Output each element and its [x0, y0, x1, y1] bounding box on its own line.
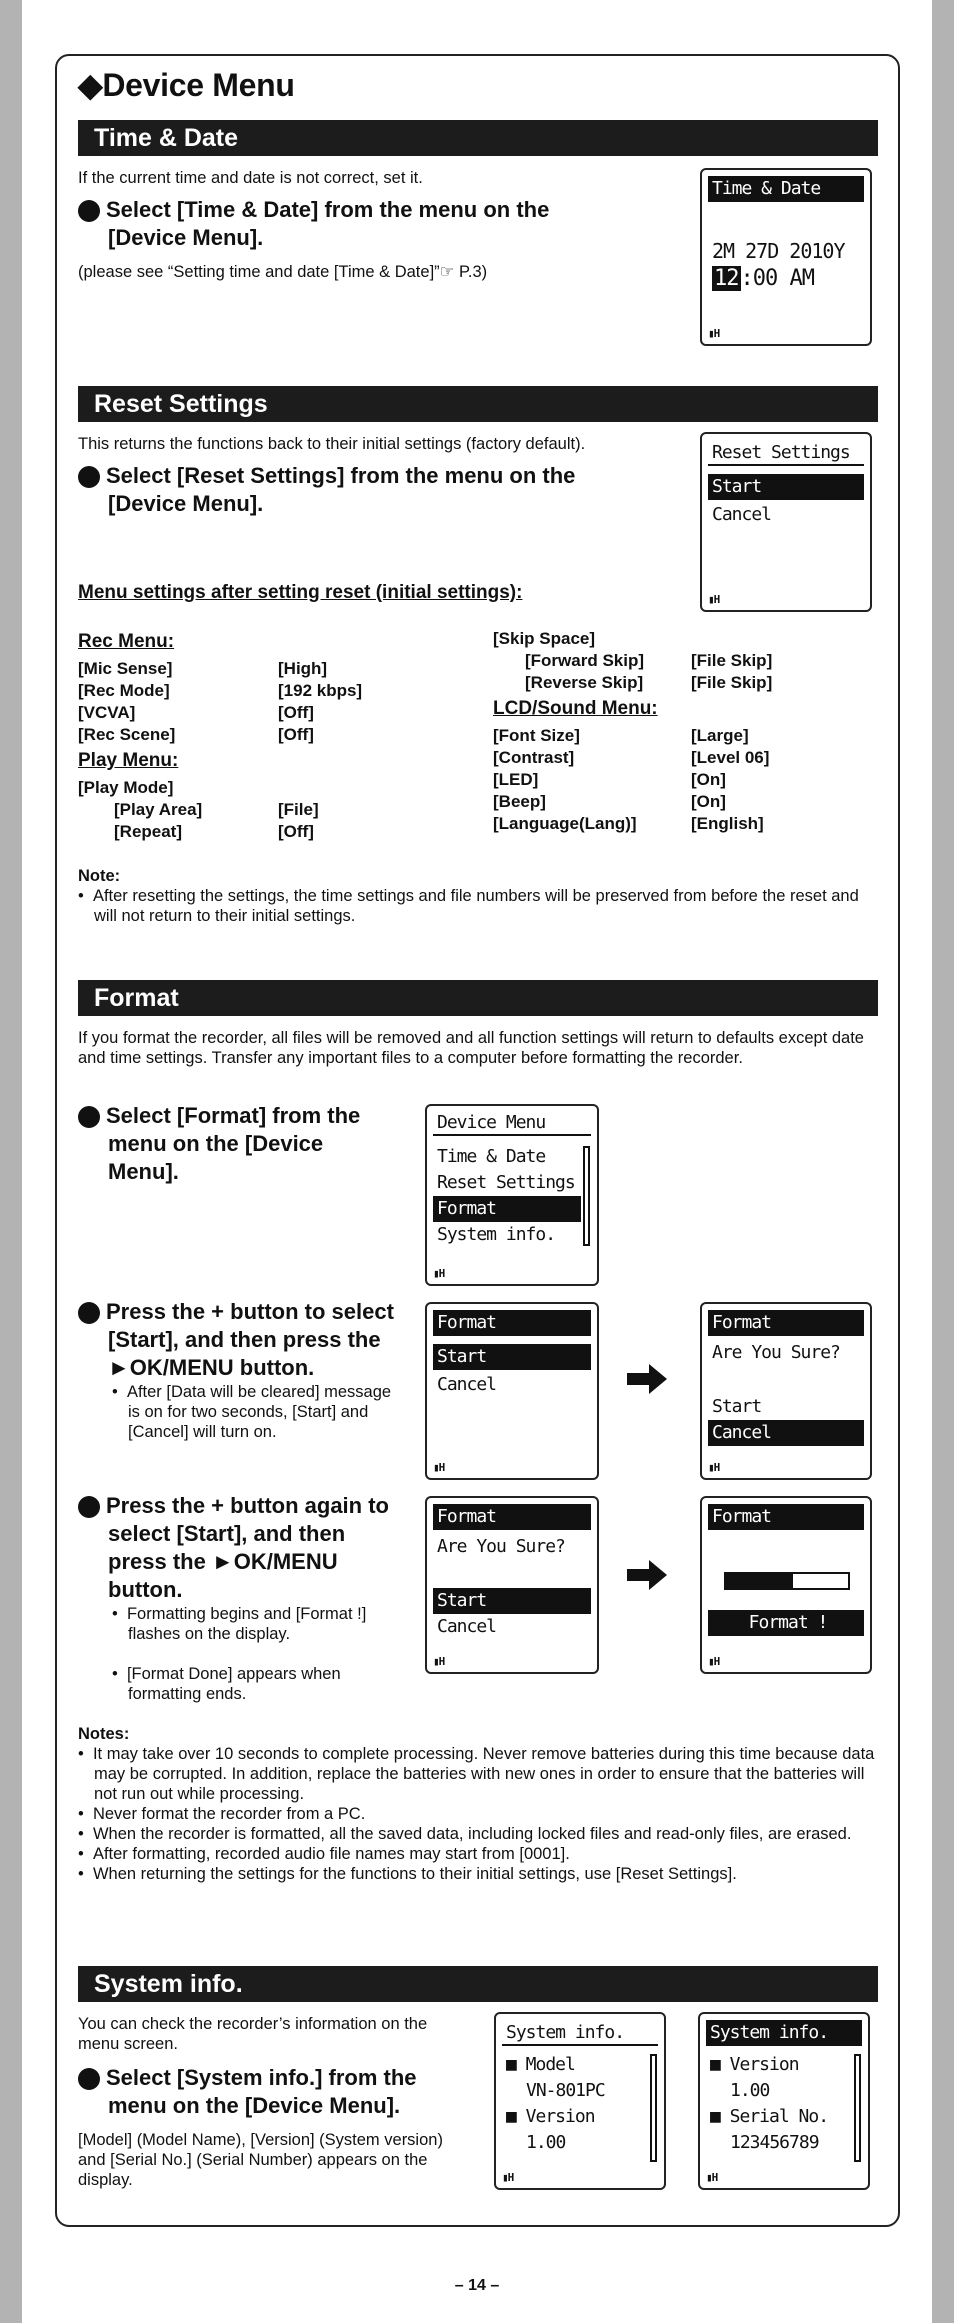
- lcd-item-cancel: Cancel: [437, 1616, 497, 1637]
- list-item: • Never format the recorder from a PC.: [78, 1805, 366, 1823]
- format-step-2-bullet: • After [Data will be cleared] message is on for two seconds, [Start] and [Cancel] will turn on.: [112, 1383, 392, 1441]
- time-date-intro: If the current time and date is not correct, set it.: [78, 169, 423, 187]
- lcd-title: Time & Date: [708, 176, 864, 202]
- list-item: • When the recorder is formatted, all the saved data, including locked files and read-only files, are erased.: [78, 1825, 852, 1843]
- lcd-item-cancel: Cancel: [712, 504, 772, 525]
- lcd-title: Format: [708, 1310, 864, 1336]
- lcd-question: Are You Sure?: [712, 1342, 840, 1363]
- lcd-line: ■ Version: [506, 2106, 595, 2127]
- reset-subhead: Menu settings after setting reset (initial settings):: [78, 582, 523, 603]
- lcd-format-confirm-cancel: [700, 1302, 872, 1480]
- list-item: • When returning the settings for the functions to their initial settings, use [Reset Settings].: [78, 1865, 737, 1883]
- battery-icon: ▮H: [708, 327, 720, 340]
- step-number: 1: [78, 1106, 100, 1128]
- lcd-item-start: Start: [712, 1396, 762, 1417]
- table-row: [Rec Mode] [192 kbps]: [78, 681, 363, 700]
- skip-space-list: [493, 628, 873, 694]
- lcd-format-confirm-start: [425, 1496, 599, 1674]
- lcd-item-selected: Format: [433, 1196, 581, 1222]
- lcd-line: ■ Version: [710, 2054, 799, 2075]
- battery-icon: ▮H: [708, 1655, 720, 1668]
- table-row: [Play Area] [File]: [114, 800, 319, 819]
- lcd-format-message: Format !: [708, 1610, 864, 1636]
- table-row: [Beep] [On]: [493, 792, 726, 811]
- battery-icon: ▮H: [708, 1461, 720, 1474]
- lcd-time-date: [700, 168, 872, 346]
- left-margin-bar: [0, 0, 22, 2323]
- arrow-right-icon: [627, 1364, 667, 1394]
- progress-fill: [726, 1574, 793, 1588]
- lcd-format-progress: [700, 1496, 872, 1674]
- lcd-item: Reset Settings: [437, 1172, 575, 1193]
- lcd-item-start: Start: [433, 1344, 591, 1370]
- table-row: [Repeat] [Off]: [114, 822, 314, 841]
- table-row: [Forward Skip] [File Skip]: [525, 651, 773, 670]
- lcd-title: Format: [433, 1504, 591, 1530]
- battery-icon: ▮H: [433, 1267, 445, 1280]
- arrow-right-icon: [627, 1560, 667, 1590]
- lcd-item-start: Start: [708, 474, 864, 500]
- play-menu-list: [78, 777, 438, 843]
- table-row: [Mic Sense] [High]: [78, 659, 328, 678]
- lcd-line: VN-801PC: [526, 2080, 605, 2101]
- lcd-line: 1.00: [730, 2080, 770, 2101]
- lcd-sound-menu-heading: LCD/Sound Menu:: [493, 698, 658, 719]
- battery-icon: ▮H: [706, 2171, 718, 2184]
- lcd-item-start: Start: [433, 1588, 591, 1614]
- lcd-item: System info.: [437, 1224, 556, 1245]
- progress-bar: [724, 1572, 850, 1590]
- lcd-line: ■ Model: [506, 2054, 575, 2075]
- system-info-step-1: 1 Select [System info.] from the menu on the [Device Menu].: [69, 2065, 417, 2118]
- section-header-reset: Reset Settings: [78, 386, 878, 422]
- lcd-title: System info.: [706, 2020, 862, 2046]
- format-notes-title: Notes:: [78, 1725, 130, 1743]
- time-date-step-1: 1 Select [Time & Date] from the menu on the [Device Menu].: [69, 197, 550, 250]
- reset-step-1: 1 Select [Reset Settings] from the menu on the [Device Menu].: [69, 463, 576, 516]
- lcd-system-info-1: [494, 2012, 666, 2190]
- table-row: [Language(Lang)] [English]: [493, 814, 764, 833]
- reset-intro: This returns the functions back to their initial settings (factory default).: [78, 435, 586, 453]
- step-number: 1: [78, 2068, 100, 2090]
- lcd-date: 2M 27D 2010Y: [712, 239, 845, 263]
- diamond-icon: ◆: [78, 67, 103, 103]
- format-intro: If you format the recorder, all files will be removed and all function settings will return to defaults except date and time settings. Transfer any important files to a computer before formatting the recorder.: [78, 1029, 864, 1067]
- step-number: 1: [78, 466, 100, 488]
- page-title: ◆Device Menu: [78, 67, 295, 103]
- lcd-reset-settings: [700, 432, 872, 612]
- table-row: [Skip Space]: [493, 629, 596, 648]
- table-row: [Reverse Skip] [File Skip]: [525, 673, 773, 692]
- reset-note: • After resetting the settings, the time settings and file numbers will be preserved from before the reset and will not return to their initial settings.: [78, 887, 859, 925]
- table-row: [LED] [On]: [493, 770, 726, 789]
- table-row: [Rec Scene] [Off]: [78, 725, 314, 744]
- play-menu-heading: Play Menu:: [78, 750, 179, 771]
- format-step-2: 2 Press the + button to select [Start], and then press the ►OK/MENU button.: [69, 1299, 394, 1380]
- lcd-title: System info.: [502, 2020, 658, 2046]
- lcd-title: Reset Settings: [708, 440, 864, 466]
- list-item: • After formatting, recorded audio file names may start from [0001].: [78, 1845, 570, 1863]
- list-item: • It may take over 10 seconds to complete processing. Never remove batteries during this time because data may be corrupted. In addition, replace the batteries with new ones in order to ensure that the batteries will not run out while processing.: [78, 1745, 875, 1803]
- battery-icon: ▮H: [502, 2171, 514, 2184]
- section-header-format: Format: [78, 980, 878, 1016]
- battery-icon: ▮H: [433, 1655, 445, 1668]
- lcd-system-info-2: [698, 2012, 870, 2190]
- format-step-1: 1 Select [Format] from the menu on the [Device Menu].: [69, 1103, 361, 1184]
- page-number: – 14 –: [454, 2277, 500, 2294]
- time-date-see-reference: (please see “Setting time and date [Time & Date]”☞ P.3): [78, 263, 488, 281]
- format-step-3-bullet: • Formatting begins and [Format !] flashes on the display.: [112, 1605, 367, 1643]
- lcd-question: Are You Sure?: [437, 1536, 565, 1557]
- battery-icon: ▮H: [433, 1461, 445, 1474]
- lcd-format-start: [425, 1302, 599, 1480]
- format-step-3-bullet: • [Format Done] appears when formatting ends.: [112, 1665, 341, 1703]
- table-row: [Play Mode]: [78, 778, 174, 797]
- lcd-title: Format: [433, 1310, 591, 1336]
- format-step-3: 3 Press the + button again to select [Start], and then press the ►OK/MENU button.: [69, 1493, 389, 1602]
- reset-note-title: Note:: [78, 867, 121, 885]
- lcd-device-menu: [425, 1104, 599, 1286]
- lcd-title: Format: [708, 1504, 864, 1530]
- lcd-item: Time & Date: [437, 1146, 546, 1167]
- rec-menu-list: [78, 658, 438, 746]
- lcd-item-cancel: Cancel: [437, 1374, 497, 1395]
- right-margin-bar: [932, 0, 954, 2323]
- battery-icon: ▮H: [708, 593, 720, 606]
- format-notes-list: [78, 1744, 878, 1884]
- section-header-system-info: System info.: [78, 1966, 878, 2002]
- system-info-intro: You can check the recorder’s information on the menu screen.: [78, 2015, 428, 2053]
- lcd-sound-menu-list: [493, 725, 873, 835]
- step-number: 3: [78, 1496, 100, 1518]
- rec-menu-heading: Rec Menu:: [78, 631, 175, 652]
- step-number: 2: [78, 1302, 100, 1324]
- table-row: [Font Size] [Large]: [493, 726, 749, 745]
- lcd-line: ■ Serial No.: [710, 2106, 829, 2127]
- system-info-description: [Model] (Model Name), [Version] (System version) and [Serial No.] (Serial Number) appears on the display.: [78, 2131, 443, 2189]
- scrollbar: [583, 1146, 590, 1246]
- lcd-title: Device Menu: [433, 1110, 591, 1136]
- table-row: [VCVA] [Off]: [78, 703, 314, 722]
- lcd-line: 123456789: [730, 2132, 819, 2153]
- scrollbar: [650, 2054, 657, 2162]
- table-row: [Contrast] [Level 06]: [493, 748, 770, 767]
- lcd-item-cancel: Cancel: [708, 1420, 864, 1446]
- lcd-line: 1.00: [526, 2132, 566, 2153]
- section-header-time-date: Time & Date: [78, 120, 878, 156]
- step-number: 1: [78, 200, 100, 222]
- scrollbar: [854, 2054, 861, 2162]
- lcd-time: 12:00 AM: [714, 266, 814, 291]
